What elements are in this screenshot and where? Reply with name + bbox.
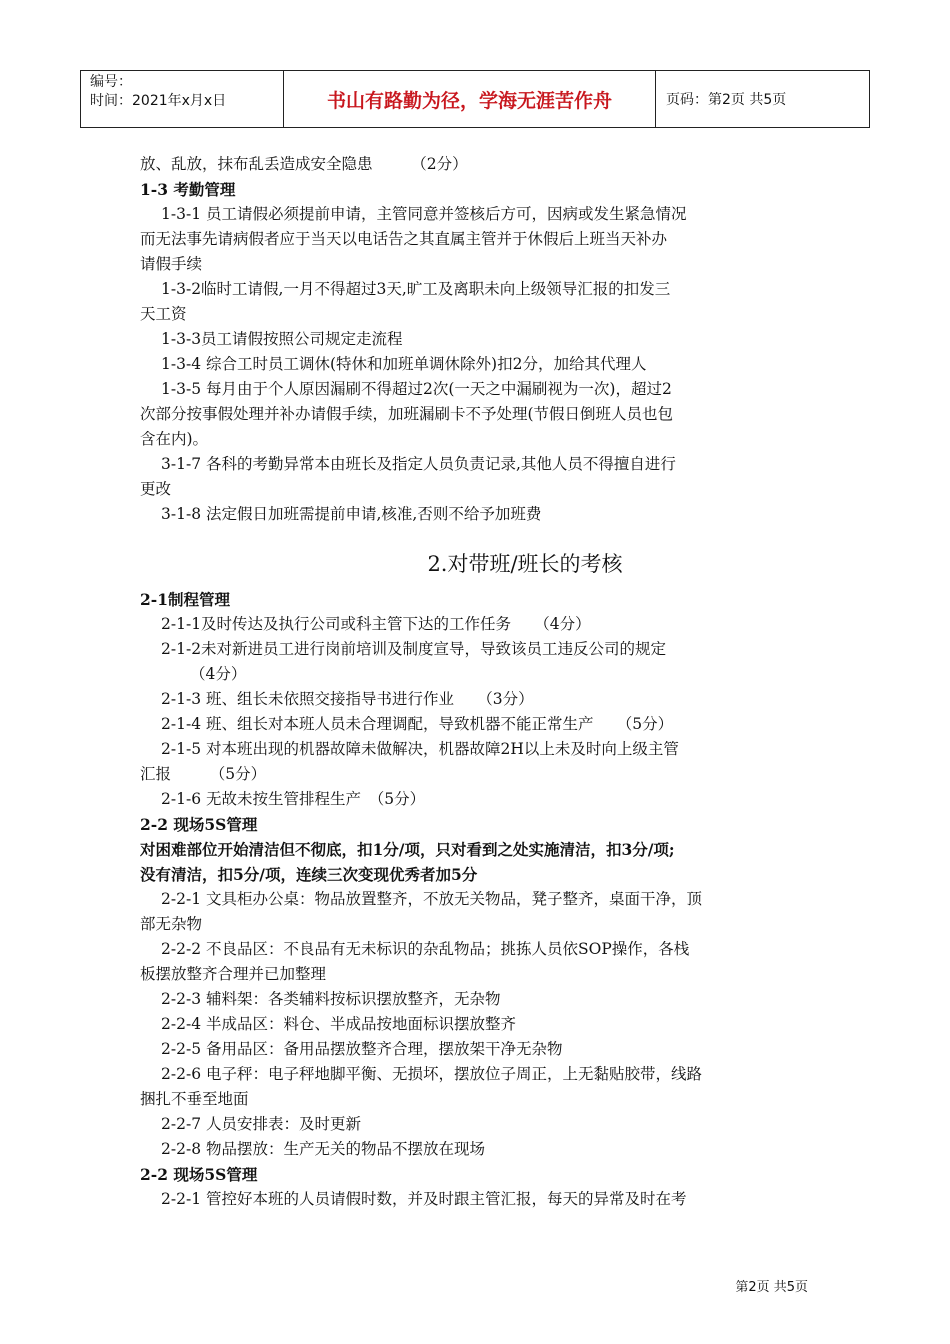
body-text-line: 天工资 <box>140 305 187 323</box>
header-meta-cell <box>81 71 284 127</box>
clause-line: 2-2-2 不良品区：不良品有无未标识的杂乱物品；挑拣人员依SOP操作，各栈 <box>161 940 690 958</box>
body-text-line: 部无杂物 <box>140 915 203 933</box>
body-text-line: 板摆放整齐合理并已加整理 <box>140 965 327 983</box>
clause-line: 2-2-6 电子秤：电子秤地脚平衡、无损坏，摆放位子周正，上无黏贴胶带，线路 <box>161 1065 702 1083</box>
clause-line: 2-2-8 物品摆放：生产无关的物品不摆放在现场 <box>161 1140 485 1158</box>
body-text-line: 汇报 （5分） <box>140 765 267 783</box>
body-text-line: 而无法事先请病假者应于当天以电话告之其直属主管并于休假后上班当天补办 <box>140 230 668 248</box>
clause-line: 2-1-3 班、组长未依照交接指导书进行作业 （3分） <box>161 690 534 708</box>
body-text-line: 捆扎不垂至地面 <box>140 1090 249 1108</box>
clause-line: 2-2-1 文具柜办公桌：物品放置整齐，不放无关物品，凳子整齐，桌面干净，顶 <box>161 890 702 908</box>
page-footer: 第2页 共5页 <box>735 1280 808 1295</box>
body-text-line: 含在内)。 <box>140 430 209 448</box>
clause-line: 3-1-7 各科的考勤异常本由班长及指定人员负责记录,其他人员不得擅自进行 <box>161 455 676 473</box>
clause-line: 2-1-5 对本班出现的机器故障未做解决，机器故障2H以上未及时向上级主管 <box>161 740 679 758</box>
clause-continuation-line: （4分） <box>190 665 247 683</box>
header-motto: 书山有路勤为径，学海无涯苦作舟 <box>326 89 612 112</box>
clause-line: 1-3-2临时工请假,一月不得超过3天,旷工及离职未向上级领导汇报的扣发三 <box>161 280 671 298</box>
page-header-table <box>80 70 870 128</box>
clause-line: 1-3-3员工请假按照公司规定走流程 <box>161 330 403 348</box>
header-page-info: 页码：第2页 共5页 <box>666 92 787 108</box>
clause-line: 2-1-1及时传达及执行公司或科主管下达的工作任务 （4分） <box>161 615 591 633</box>
clause-line: 2-2-3 辅料架：各类辅料按标识摆放整齐，无杂物 <box>161 990 501 1008</box>
header-page-cell <box>656 71 869 127</box>
document-code-label: 编号： <box>90 74 132 90</box>
clause-line: 2-2-1 管控好本班的人员请假时数，并及时跟主管汇报，每天的异常及时在考 <box>161 1190 687 1208</box>
clause-line: 1-3-4 综合工时员工调休(特休和加班单调休除外)扣2分，加给其代理人 <box>161 355 647 373</box>
clause-line: 1-3-1 员工请假必须提前申请，主管同意并签核后方可，因病或发生紧急情况 <box>161 205 687 223</box>
section-heading: 没有清洁，扣5分/项，连续三次变现优秀者加5分 <box>140 865 478 884</box>
header-motto-cell <box>284 71 656 127</box>
section-heading: 2-1制程管理 <box>140 590 231 609</box>
document-date-label: 时间：2021年x月x日 <box>90 93 227 109</box>
clause-line: 2-2-4 半成品区：料仓、半成品按地面标识摆放整齐 <box>161 1015 516 1033</box>
body-text-line: 放、乱放，抹布乱丢造成安全隐患 （2分） <box>140 155 468 173</box>
section-heading: 对困难部位开始清洁但不彻底，扣1分/项，只对看到之处实施清洁，扣3分/项; <box>140 840 675 859</box>
clause-line: 2-2-5 备用品区：备用品摆放整齐合理，摆放架干净无杂物 <box>161 1040 563 1058</box>
section-heading: 1-3 考勤管理 <box>140 180 236 199</box>
body-text-line: 次部分按事假处理并补办请假手续，加班漏刷卡不予处理(节假日倒班人员也包 <box>140 405 674 423</box>
body-text-line: 更改 <box>140 480 172 498</box>
clause-line: 2-2-7 人员安排表：及时更新 <box>161 1115 361 1133</box>
section-heading: 2-2 现场5S管理 <box>140 1165 258 1184</box>
section-heading: 2-2 现场5S管理 <box>140 815 258 834</box>
clause-line: 3-1-8 法定假日加班需提前申请,核准,否则不给予加班费 <box>161 505 542 523</box>
clause-line: 2-1-2未对新进员工进行岗前培训及制度宣导，导致该员工违反公司的规定 <box>161 640 667 658</box>
clause-line: 2-1-4 班、组长对本班人员未合理调配，导致机器不能正常生产 （5分） <box>161 715 674 733</box>
chapter-title: 2.对带班/班长的考核 <box>427 552 623 576</box>
clause-line: 2-1-6 无故未按生管排程生产 （5分） <box>161 790 426 808</box>
body-text-line: 请假手续 <box>140 255 203 273</box>
document-body <box>140 152 820 1212</box>
clause-line: 1-3-5 每月由于个人原因漏刷不得超过2次(一天之中漏刷视为一次)，超过2 <box>161 380 672 398</box>
